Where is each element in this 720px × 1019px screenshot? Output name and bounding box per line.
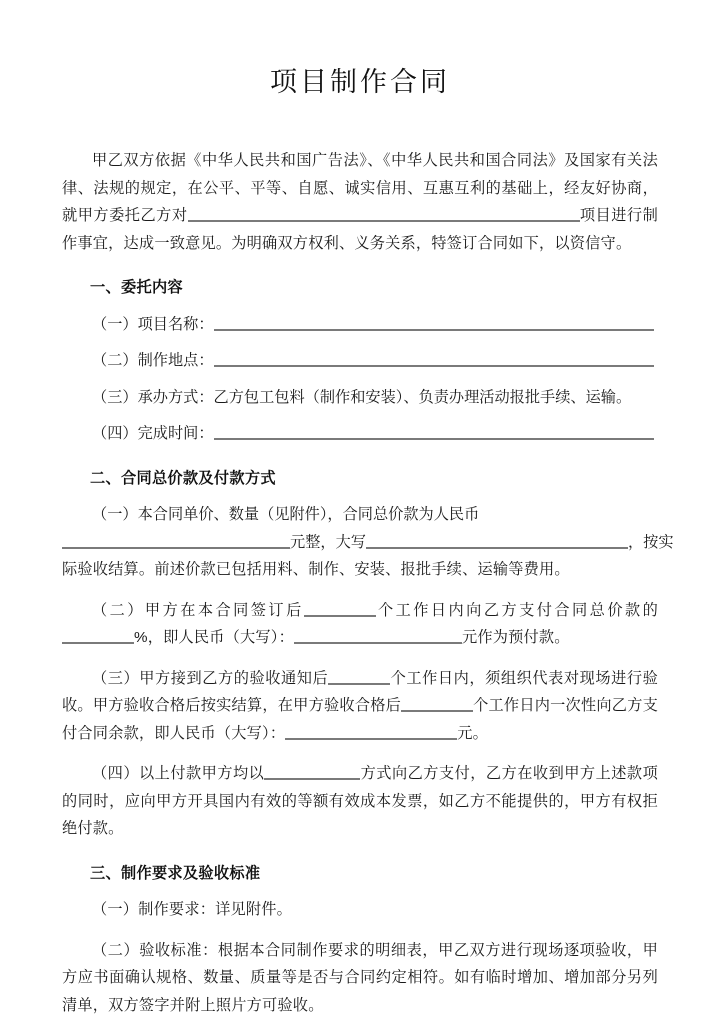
intro-paragraph [62,147,658,257]
spacer [62,492,658,501]
item-completion-time-blank[interactable] [214,421,654,440]
spacer [62,652,658,665]
project-name-blank[interactable] [188,203,580,222]
inspection-days-blank[interactable] [328,666,390,685]
spacer [62,375,658,384]
spacer [62,584,658,597]
item-project-name-label: （一）项目名称： [92,316,214,333]
spacer [62,448,658,465]
item-completion-time [62,420,658,448]
spacer [62,257,658,274]
spacer [62,924,658,937]
item-production-location-label: （二）制作地点： [92,352,214,369]
clause-2-3-text-d: 个工作日内一次性向乙方支付合同余 [62,697,658,742]
item-project-name [62,311,658,339]
spacer [62,302,658,311]
prepay-percent-blank[interactable] [62,625,134,644]
item-production-location [62,347,658,375]
intro-text-before-blank: 甲乙双方依据《中华人民共和国广告法》、《中华人民共和国合同法》及国家有关法律、法规的规定，在公平、平等、自愿、诚实信用、互惠互利的基础上，经友好协商，就甲方委托乙方对 [62,152,658,224]
page-title: 项目制作合同 [62,60,658,99]
clause-2-4-text-b: 方式向乙方支付，乙方在收到甲方上述款项的同时，应向甲方开具国内有效的等额有效成本发票，如乙方不能提供的，甲方有权拒绝付款。 [62,765,658,837]
spacer [62,99,658,121]
final-payment-days-blank[interactable] [401,693,473,712]
item-undertaking-method: （三）承办方式：乙方包工包料（制作和安装）、负责办理活动报批手续、运输。 [62,384,658,412]
spacer [62,747,658,760]
spacer [62,411,658,420]
section-heading-3: 三、制作要求及验收标准 [62,860,658,888]
clause-2-3-text-f: 元。 [457,725,488,742]
item-project-name-blank[interactable] [214,312,654,331]
total-amount-digits-blank[interactable] [62,530,290,549]
clause-2-1-line1: （一）本合同单价、数量（见附件），合同总价款为人民币 [62,501,658,529]
clause-2-3-text-e: 款，即人民币（大写）： [124,725,286,742]
item-production-location-blank[interactable] [214,348,654,367]
clause-3-1: （一）制作要求：详见附件。 [62,896,658,924]
prepay-days-blank[interactable] [304,598,376,617]
clause-2-1-amount-row [62,529,658,557]
total-amount-words-blank[interactable] [366,530,628,549]
clause-2-1-line3: 际验收结算。前述价款已包括用料、制作、安装、报批手续、运输等费用。 [62,556,658,584]
clause-2-3 [62,665,658,748]
final-amount-words-blank[interactable] [285,721,457,740]
section-heading-1: 一、委托内容 [62,274,658,302]
section-heading-2: 二、合同总价款及付款方式 [62,465,658,493]
payment-method-blank[interactable] [264,761,360,780]
spacer [62,843,658,860]
clause-2-4 [62,760,658,843]
item-completion-time-label: （四）完成时间： [92,425,214,442]
clause-2-2-text-b: 个工作日内向乙方支付合同总价款的 [376,602,658,619]
clause-2-1-tail-text: ，按实 [628,534,674,551]
clause-2-3-text-a: （三）甲方接到乙方的验收通知后 [92,670,328,687]
clause-2-2 [62,597,658,652]
clause-2-2-text-a: （二）甲方在本合同签订后 [92,602,304,619]
clause-2-1-mid-text: 元整，大写 [290,534,366,551]
clause-2-3-text-c: 甲方验收合格后按实结算，在甲方验收合格后 [93,697,401,714]
clause-2-4-text-a: （四）以上付款甲方均以 [92,765,264,782]
clause-3-2: （二）验收标准：根据本合同制作要求的明细表，甲乙双方进行现场逐项验收，甲方应书面确认规格、数量、质量等是否与合同约定相符。如有临时增加、增加部分另列清单，双方签字并附上照片方可验收。 [62,937,658,1019]
clause-2-2-text-d: 元作为预付款。 [462,629,570,646]
spacer [62,887,658,896]
clause-2-2-text-c: %，即人民币（大写）： [134,629,294,646]
prepay-amount-words-blank[interactable] [294,625,462,644]
clause-2-3-text-b: 个工作日内，须组织代表对现场进行验收。 [62,670,658,715]
spacer [62,338,658,347]
intro-text-after-blank: 项目进行制作事宜，达成一致意见。为明确双方权利、义务关系，特签订合同如下，以资信守。 [62,207,658,252]
